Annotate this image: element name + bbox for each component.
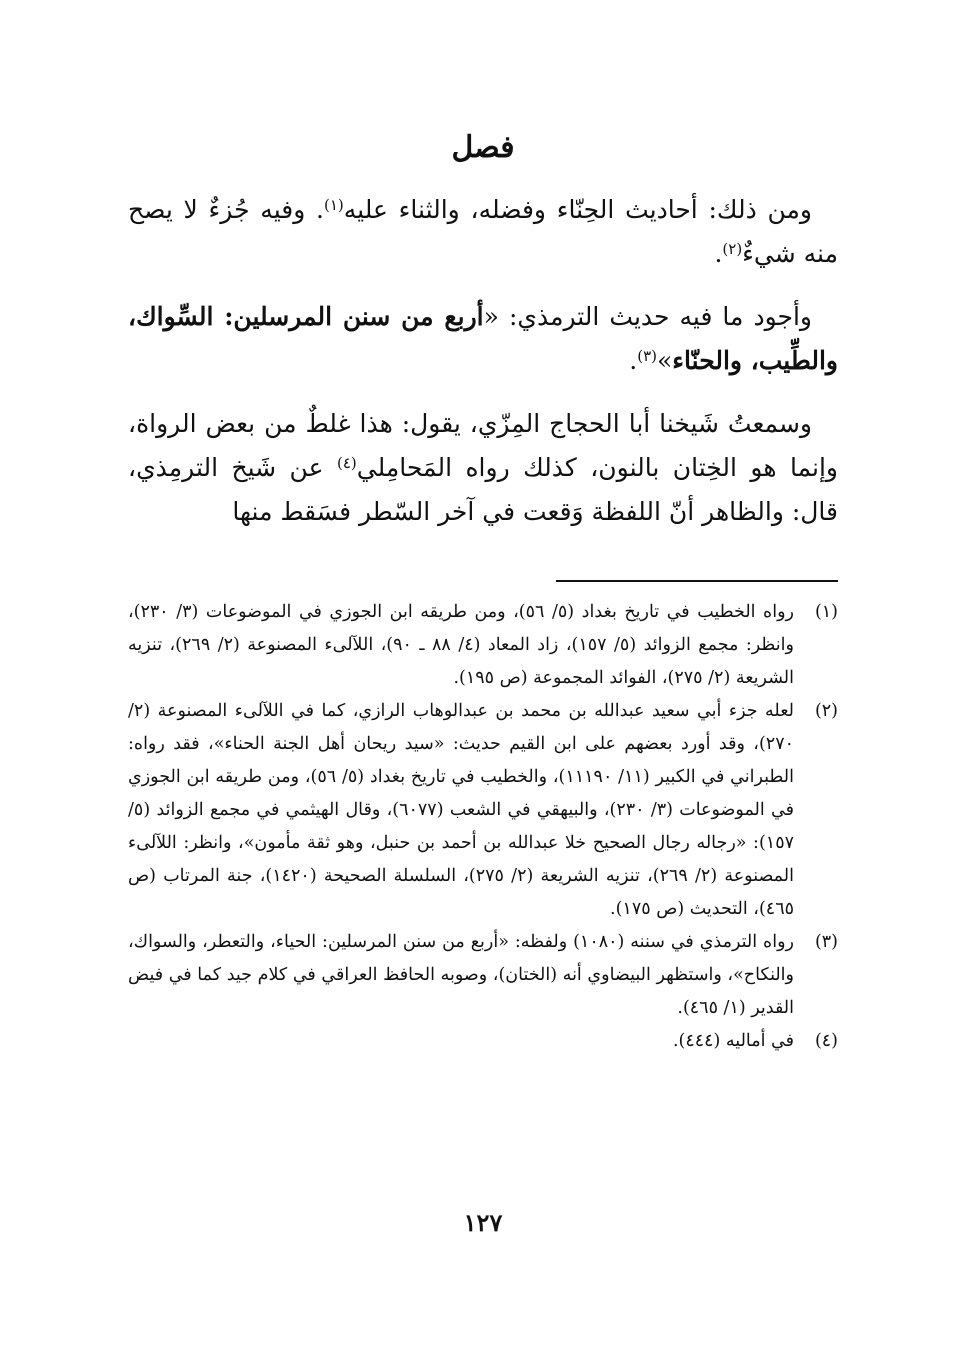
paragraph-3-text-a: وسمعتُ شَيخنا أبا الحجاج المِزّي، يقول: هذا غلطٌ من بعض الرواة، وإنما هو الخِتان بالنون، كذلك رواه المَحامِلي [128,409,838,482]
paragraph-3 [128,402,838,534]
paragraph-1-text-c: . [714,239,723,268]
page-number: ١٢٧ [463,1208,503,1237]
footnote-number: (٤) [814,1031,838,1051]
footnote-text: في أماليه (٤٤٤). [672,1031,794,1051]
footnote-text: رواه الترمذي في سننه (١٠٨٠) ولفظه: «أربع من سنن المرسلين: الحياء، والتعطر، والسواك، والنكاح»، واستظهر البيضاوي أنه (الختان)، وصوبه الحافظ العراقي في كلام جيد كما في فيض القدير (١/ ٤٦٥). [128,932,794,1018]
footnote-number: (١) [814,602,838,622]
footnote-text: رواه الخطيب في تاريخ بغداد (٥/ ٥٦)، ومن طريقه ابن الجوزي في الموضوعات (٣/ ٢٣٠)، وانظر: مجمع الزوائد (٥/ ١٥٧)، زاد المعاد (٤/ ٨٨ ـ ٩٠)، اللآلىء المصنوعة (٢/ ٢٦٩)، تنزيه الشريعة (٢/ ٢٧٥)، الفوائد المجموعة (ص ١٩٥). [128,602,794,688]
footnotes [128,596,838,1058]
footnote-ref-3[interactable]: (٣) [637,346,657,365]
book-page [128,0,838,1360]
section-heading: فصل [451,130,515,165]
main-text [128,188,838,534]
paragraph-2-text-b: » [657,346,673,375]
paragraph-2-text-c: . [629,346,638,375]
paragraph-1 [128,188,838,276]
footnote-3 [128,926,838,1025]
footnote-ref-4[interactable]: (٤) [336,453,357,472]
paragraph-2-text-a: وأجود ما فيه حديث الترمذي: « [483,302,812,331]
paragraph-1-text-a: ومن ذلك: أحاديث الحِنّاء وفضله، والثناء عليه [343,195,812,224]
footnote-number: (٣) [814,932,838,952]
paragraph-1-text-b: . وفيه جُزءٌ لا يصح منه شيءٌ [128,195,838,268]
footnote-4 [128,1025,838,1058]
paragraph-2 [128,295,838,383]
paragraph-3-text-b: عن شَيخ الترمِذي، قال: والظاهر أنّ اللفظة وَقعت في آخر السّطر فسَقط منها [128,453,838,526]
hadith-quote: أربع من سنن المرسلين: السِّواك، والطِّيب، والحنّاء [128,302,838,375]
footnote-number: (٢) [814,701,838,721]
footnote-2 [128,695,838,926]
footnote-ref-1[interactable]: (١) [323,195,344,214]
footnote-text: لعله جزء أبي سعيد عبدالله بن محمد بن عبدالوهاب الرازي، كما في اللآلىء المصنوعة (٢/ ٢٧٠)، وقد أورد بعضهم على ابن القيم حديث: «سيد ريحان أهل الجنة الحناء»، فقد رواه: الطبراني في الكبير (١١/ ١١١٩٠)، والخطيب في تاريخ بغداد (٥/ ٥٦)، ومن طريقه ابن الجوزي في الموضوعات (٣/ ٢٣٠)، والبيهقي في الشعب (٦٠٧٧)، وقال الهيثمي في مجمع الزوائد (٥/ ١٥٧): «رجاله رجال الصحيح خلا عبدالله بن أحمد بن حنبل، وهو ثقة مأمون»، وانظر: اللآلىء المصنوعة (٢/ ٢٦٩)، تنزيه الشريعة (٢/ ٢٧٥)، السلسلة الصحيحة (١٤٢٠)، جنة المرتاب (ص ٤٦٥)، التحديث (ص ١٧٥). [128,701,795,919]
footnote-ref-2[interactable]: (٢) [722,239,743,258]
footnote-1 [128,596,838,695]
footnote-separator [556,580,838,582]
